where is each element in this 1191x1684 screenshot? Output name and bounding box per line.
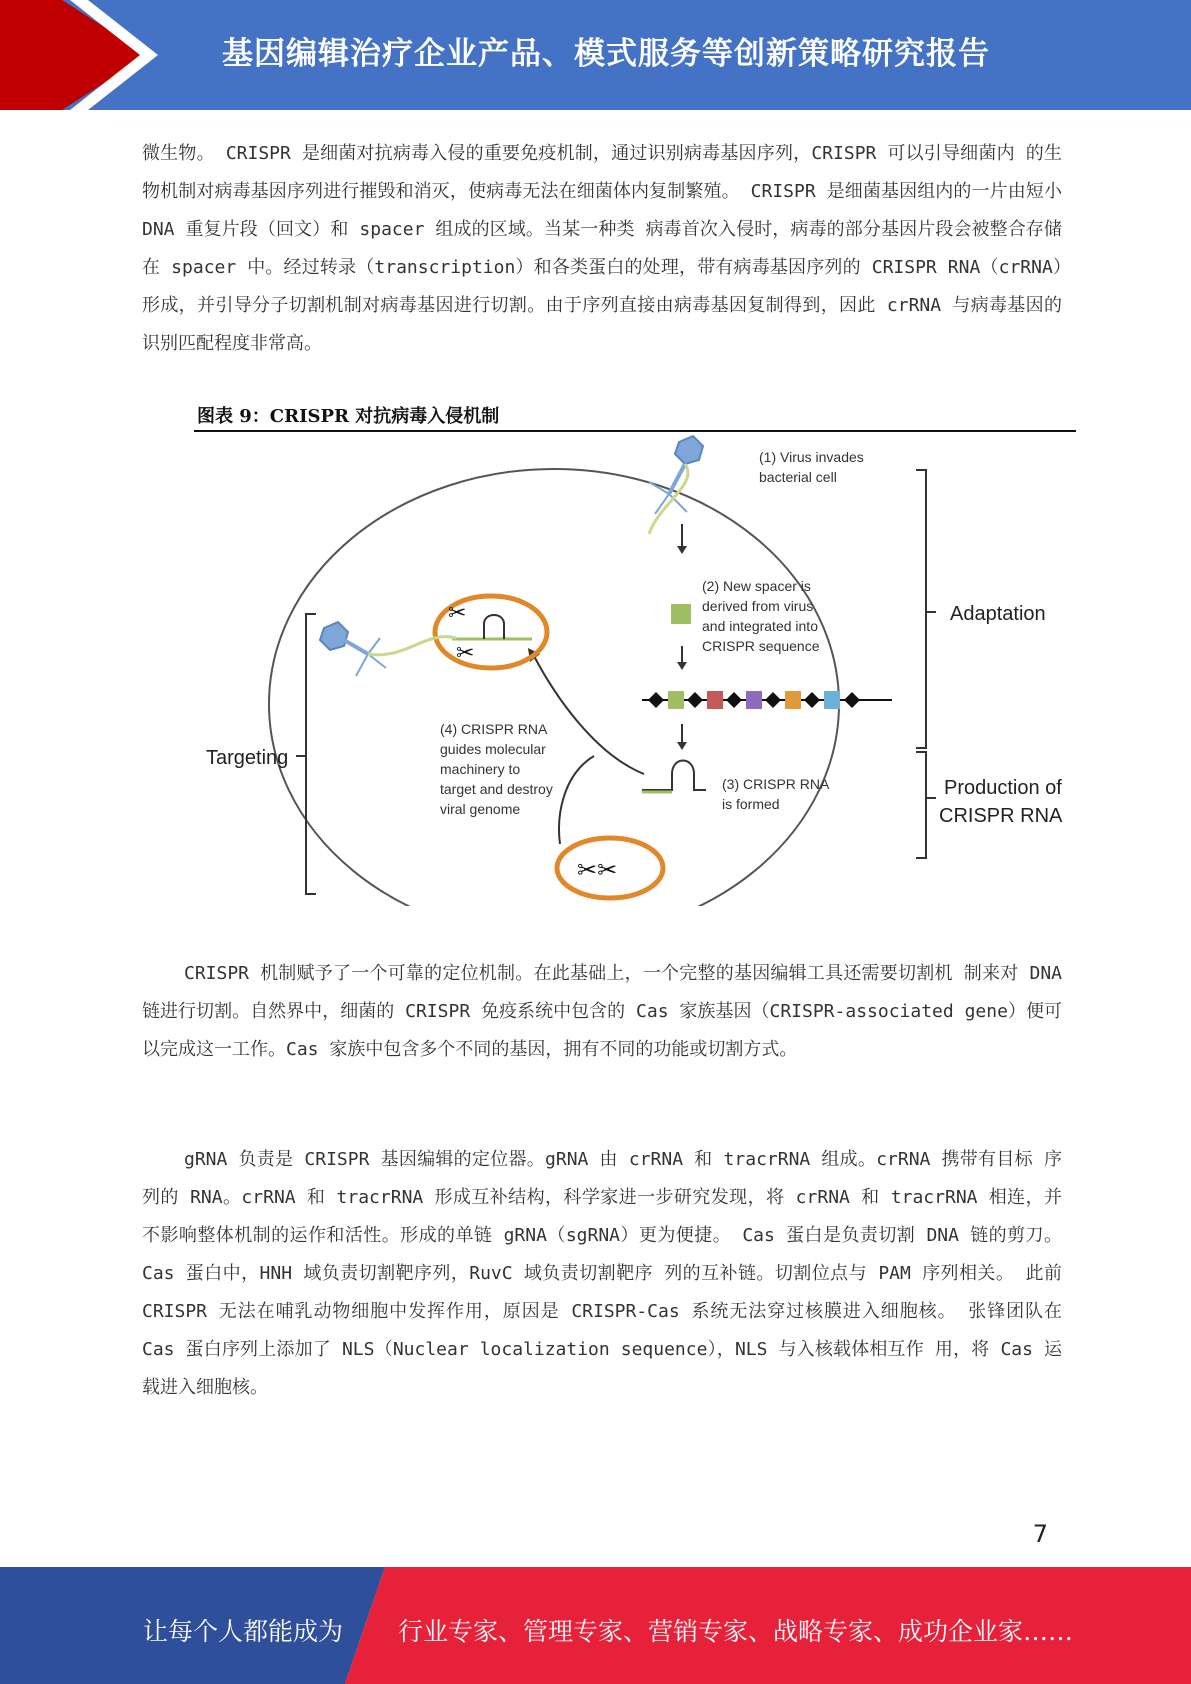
targeting-bracket — [306, 614, 316, 894]
svg-text:✂✂: ✂✂ — [577, 857, 618, 884]
header-bar — [0, 0, 1191, 110]
footer-slogan-right: 行业专家、管理专家、营销专家、战略专家、成功企业家…… — [398, 1617, 1074, 1646]
targeting-label: Targeting — [206, 747, 289, 769]
step2-label-line3: and integrated into — [702, 618, 818, 634]
production-bracket — [916, 752, 926, 858]
step2-label-line2: derived from virus — [702, 598, 814, 614]
page-number: 7 — [1032, 1520, 1048, 1548]
production-label-line1: Production of — [944, 777, 1062, 799]
step4-label-line2: guides molecular — [440, 741, 546, 757]
body-paragraph-1: 微生物。 CRISPR 是细菌对抗病毒入侵的重要免疫机制，通过识别病毒基因序列，CRISPR 可以引导细菌内 的生物机制对病毒基因序列进行摧毁和消灭，使病毒无法在细菌体内复制繁殖。 CRISPR 是细菌基因组内的一片由短小 DNA 重复片段（回文）和 spacer 组成的区域。当某一种类 病毒首次入侵时，病毒的部分基因片段会被整合存储在 spacer 中。经过转录（transcription）和各类蛋白的处理，带有病毒基因序列的 CRISPR RNA（crRNA）形成，并引导分子切割机制对病毒基因进行切割。由于序列直接由病毒基因复制得到，因此 crRNA 与病毒基因的识别匹配程度非常高。 — [142, 143, 1062, 354]
step1-label-line1: (1) Virus invades — [759, 449, 864, 465]
step4-label-line3: machinery to — [440, 761, 521, 777]
body-paragraph-2: CRISPR 机制赋予了一个可靠的定位机制。在此基础上，一个完整的基因编辑工具还需要切割机 制来对 DNA 链进行切割。自然界中，细菌的 CRISPR 免疫系统中包含的 Cas 家族基因（CRISPR-associated gene）便可以完成这一工作。Cas 家族中包含多个不同的基因，拥有不同的功能或切割方式。 — [142, 963, 1062, 1060]
step3-label-line2: is formed — [722, 796, 780, 812]
svg-text:✂: ✂ — [456, 640, 475, 665]
cas-complex-bottom — [557, 838, 663, 898]
header-title: 基因编辑治疗企业产品、模式服务等创新策略研究报告 — [222, 36, 990, 72]
bacterial-cell-outline — [269, 469, 839, 906]
step1-label-line2: bacterial cell — [759, 469, 837, 485]
step4-label-line1: (4) CRISPR RNA — [440, 721, 548, 737]
crrna-hairpin — [642, 761, 706, 793]
guide-arrow — [534, 656, 644, 774]
footer-slogan-left: 让每个人都能成为 — [143, 1617, 344, 1646]
adaptation-bracket — [916, 470, 926, 748]
body-paragraph-3: gRNA 负责是 CRISPR 基因编辑的定位器。gRNA 由 crRNA 和 tracrRNA 组成。crRNA 携带有目标 序列的 RNA。crRNA 和 tracrRNA 形成互补结构，科学家进一步研究发现，将 crRNA 和 tracrRNA 相连，并不影响整体机制的运作和活性。形成的单链 gRNA（sgRNA）更为便捷。 Cas 蛋白是负责切割 DNA 链的剪刀。Cas 蛋白中，HNH 域负责切割靶序列，RuvC 域负责切割靶序 列的互补链。切割位点与 PAM 序列相关。 此前 CRISPR 无法在哺乳动物细胞中发挥作用，原因是 CRISPR-Cas 系统无法穿过核膜进入细胞核。 张锋团队在 Cas 蛋白序列上添加了 NLS（Nuclear localization sequence），NLS 与入核载体相互作 用，将 Cas 运载进入细胞核。 — [142, 1149, 1062, 1398]
new-spacer-square — [671, 604, 691, 624]
crispr-array — [642, 691, 892, 709]
step4-label-line4: target and destroy — [440, 781, 553, 797]
svg-text:✂: ✂ — [448, 600, 467, 625]
production-label-line2: CRISPR RNA — [939, 805, 1063, 827]
step2-label-line1: (2) New spacer is — [702, 578, 811, 594]
step3-label-line1: (3) CRISPR RNA — [722, 776, 830, 792]
step4-label-line5: viral genome — [440, 801, 521, 817]
adaptation-label: Adaptation — [950, 603, 1046, 625]
figure-rule — [194, 430, 1076, 432]
step2-label-line4: CRISPR sequence — [702, 638, 820, 654]
cas-complex-top — [435, 596, 547, 668]
figure-caption: 图表 9：CRISPR 对抗病毒入侵机制 — [197, 406, 500, 427]
crispr-diagram — [194, 434, 1076, 906]
